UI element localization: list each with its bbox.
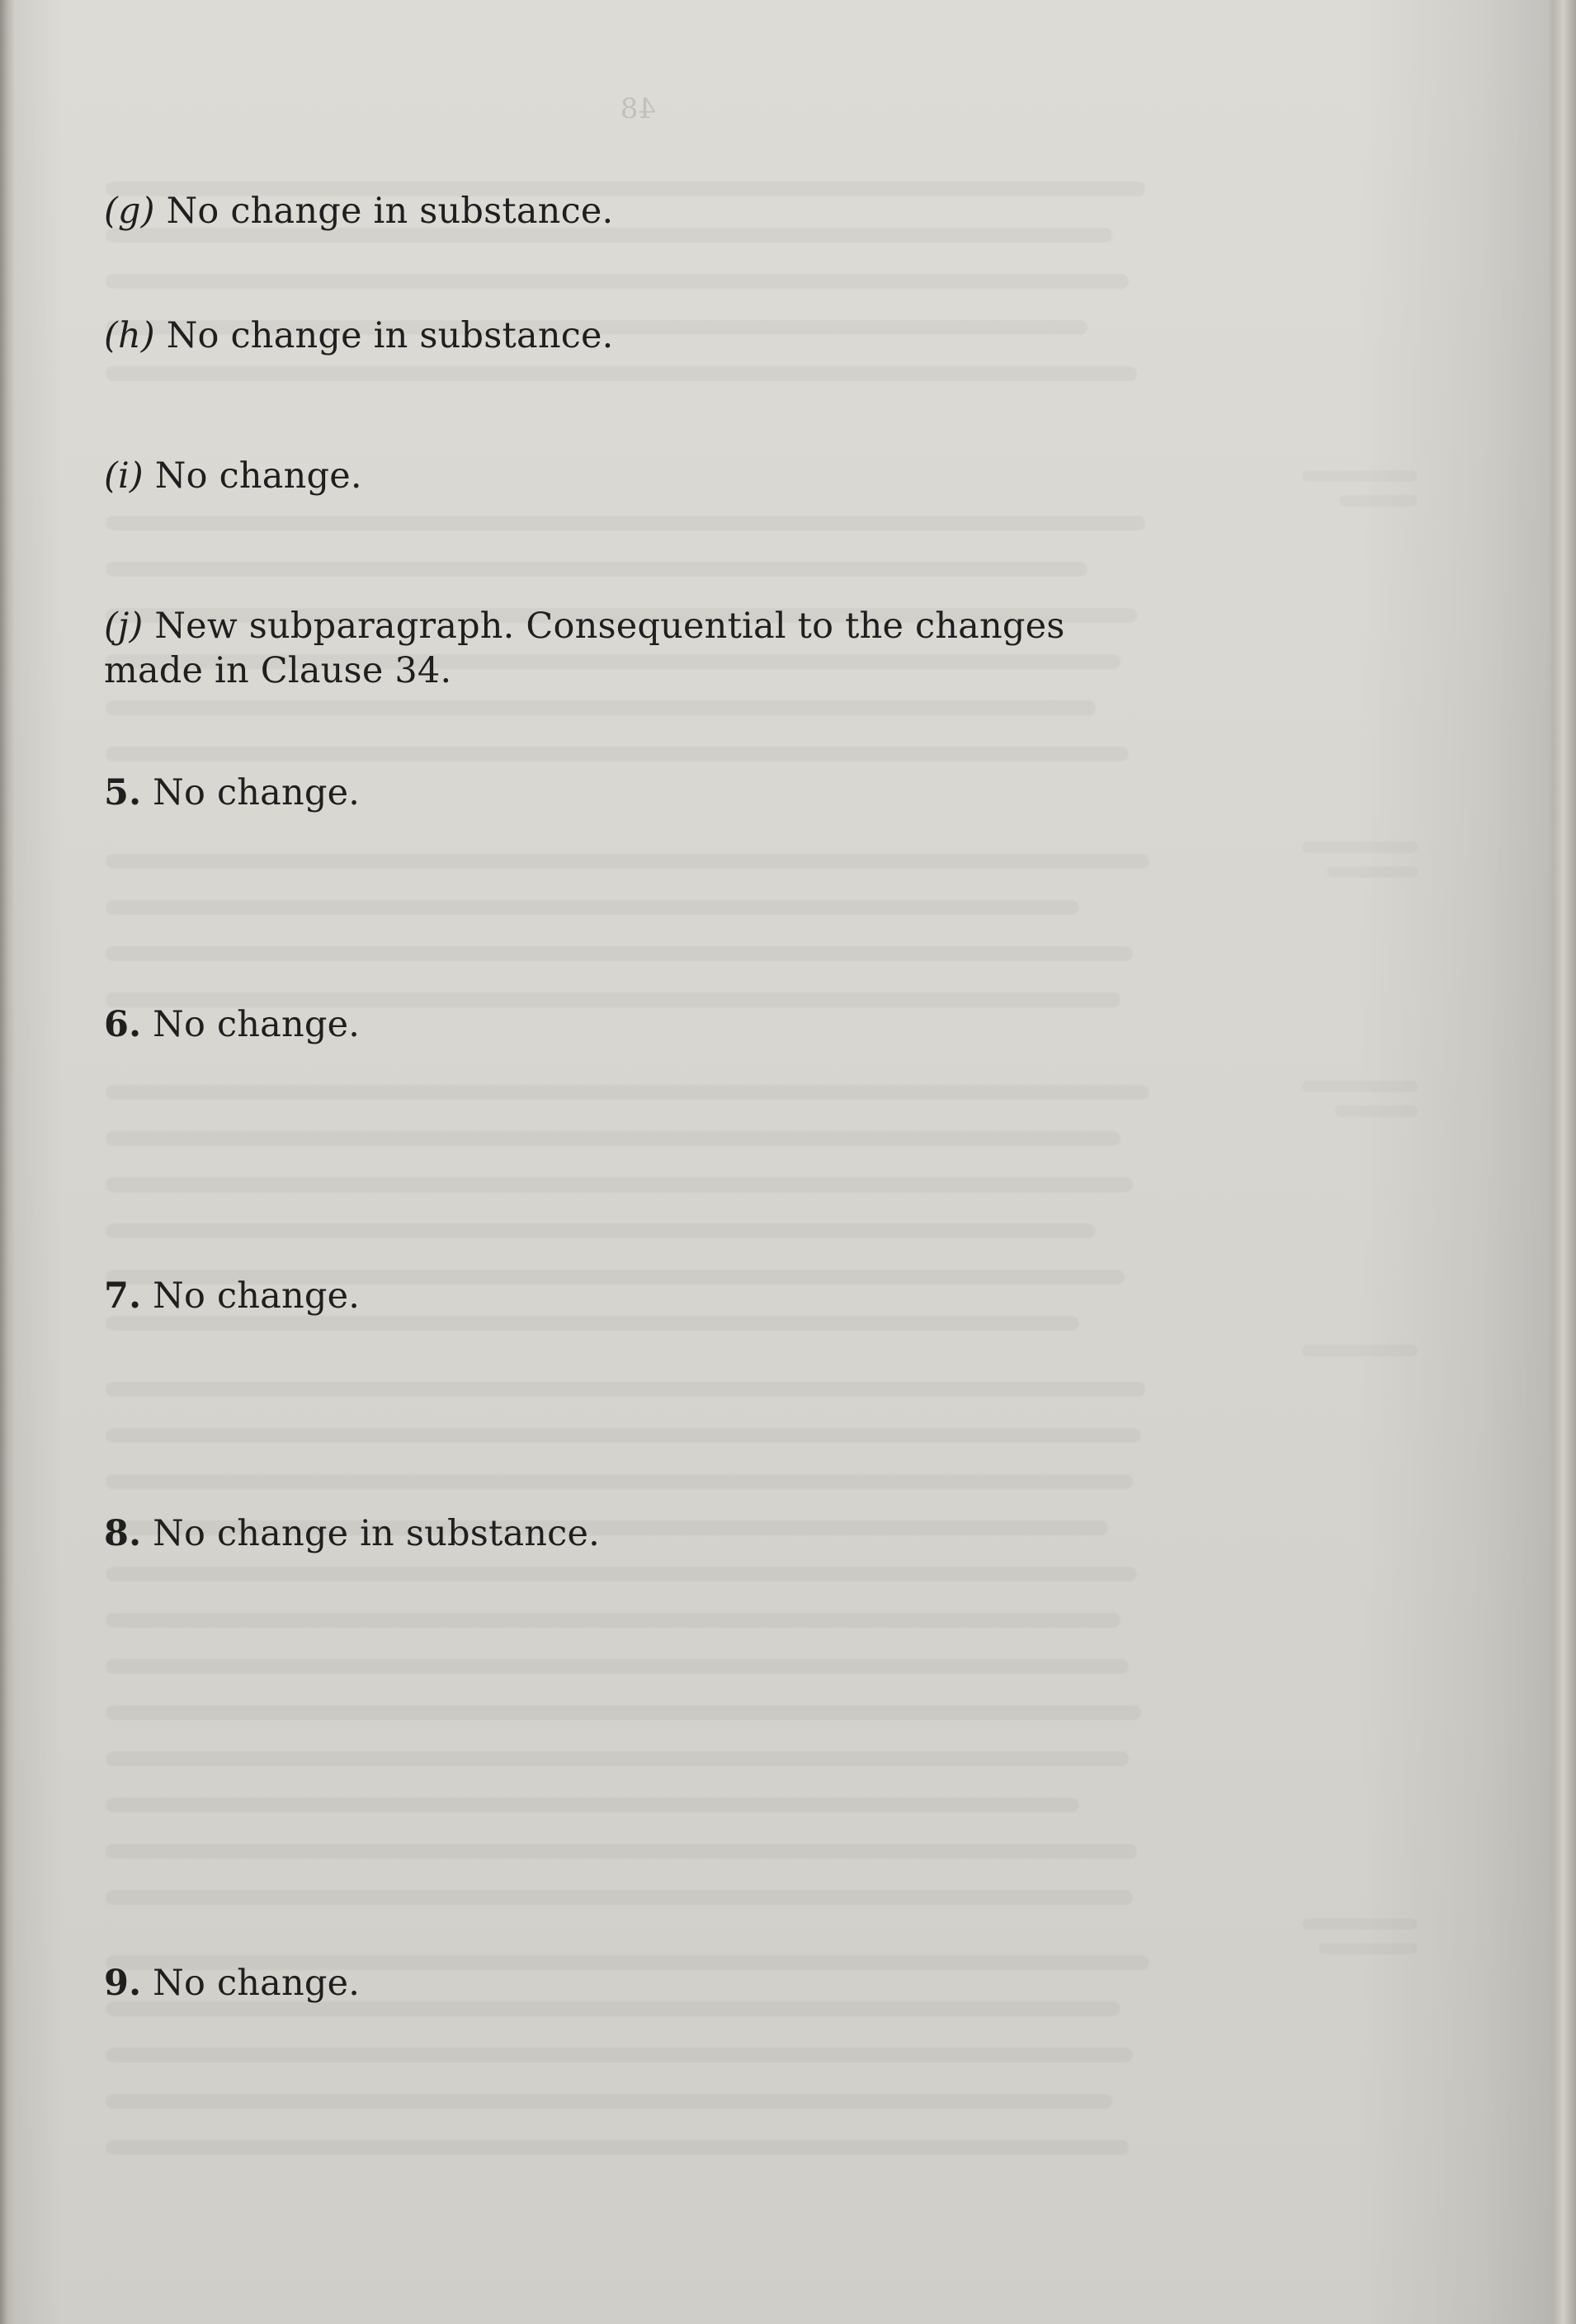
entry-text: New subparagraph. Consequential to the changes made in Clause 34.	[104, 606, 1065, 691]
page-right-edge	[1548, 0, 1576, 2324]
entry-g	[104, 190, 613, 234]
entry-9	[104, 1962, 360, 2006]
entry-text: No change in substance.	[153, 1513, 600, 1554]
entry-text: No change.	[153, 1004, 361, 1045]
entry-label: (h)	[104, 315, 155, 356]
entry-label: (j)	[104, 606, 144, 647]
entry-text: No change.	[154, 455, 362, 497]
mirrored-page-number: 48	[620, 92, 656, 125]
entry-h	[104, 314, 614, 359]
page-left-edge	[0, 0, 15, 2324]
entry-text: No change in substance.	[166, 315, 614, 356]
entry-label: (i)	[104, 455, 144, 497]
entry-j	[104, 605, 1144, 694]
entry-text: No change.	[153, 1275, 361, 1317]
entry-text: No change.	[153, 772, 361, 813]
entry-7	[104, 1275, 360, 1319]
entry-label: 5.	[104, 772, 142, 813]
entry-text: No change.	[153, 1963, 361, 2004]
entry-label: (g)	[104, 191, 155, 232]
entry-label: 9.	[104, 1963, 142, 2004]
entry-6	[104, 1003, 360, 1048]
entry-8	[104, 1512, 600, 1557]
entry-i	[104, 455, 362, 499]
entry-5	[104, 771, 360, 816]
entry-text: No change in substance.	[166, 191, 614, 232]
entry-label: 8.	[104, 1513, 142, 1554]
entry-label: 7.	[104, 1275, 142, 1317]
entry-label: 6.	[104, 1004, 142, 1045]
